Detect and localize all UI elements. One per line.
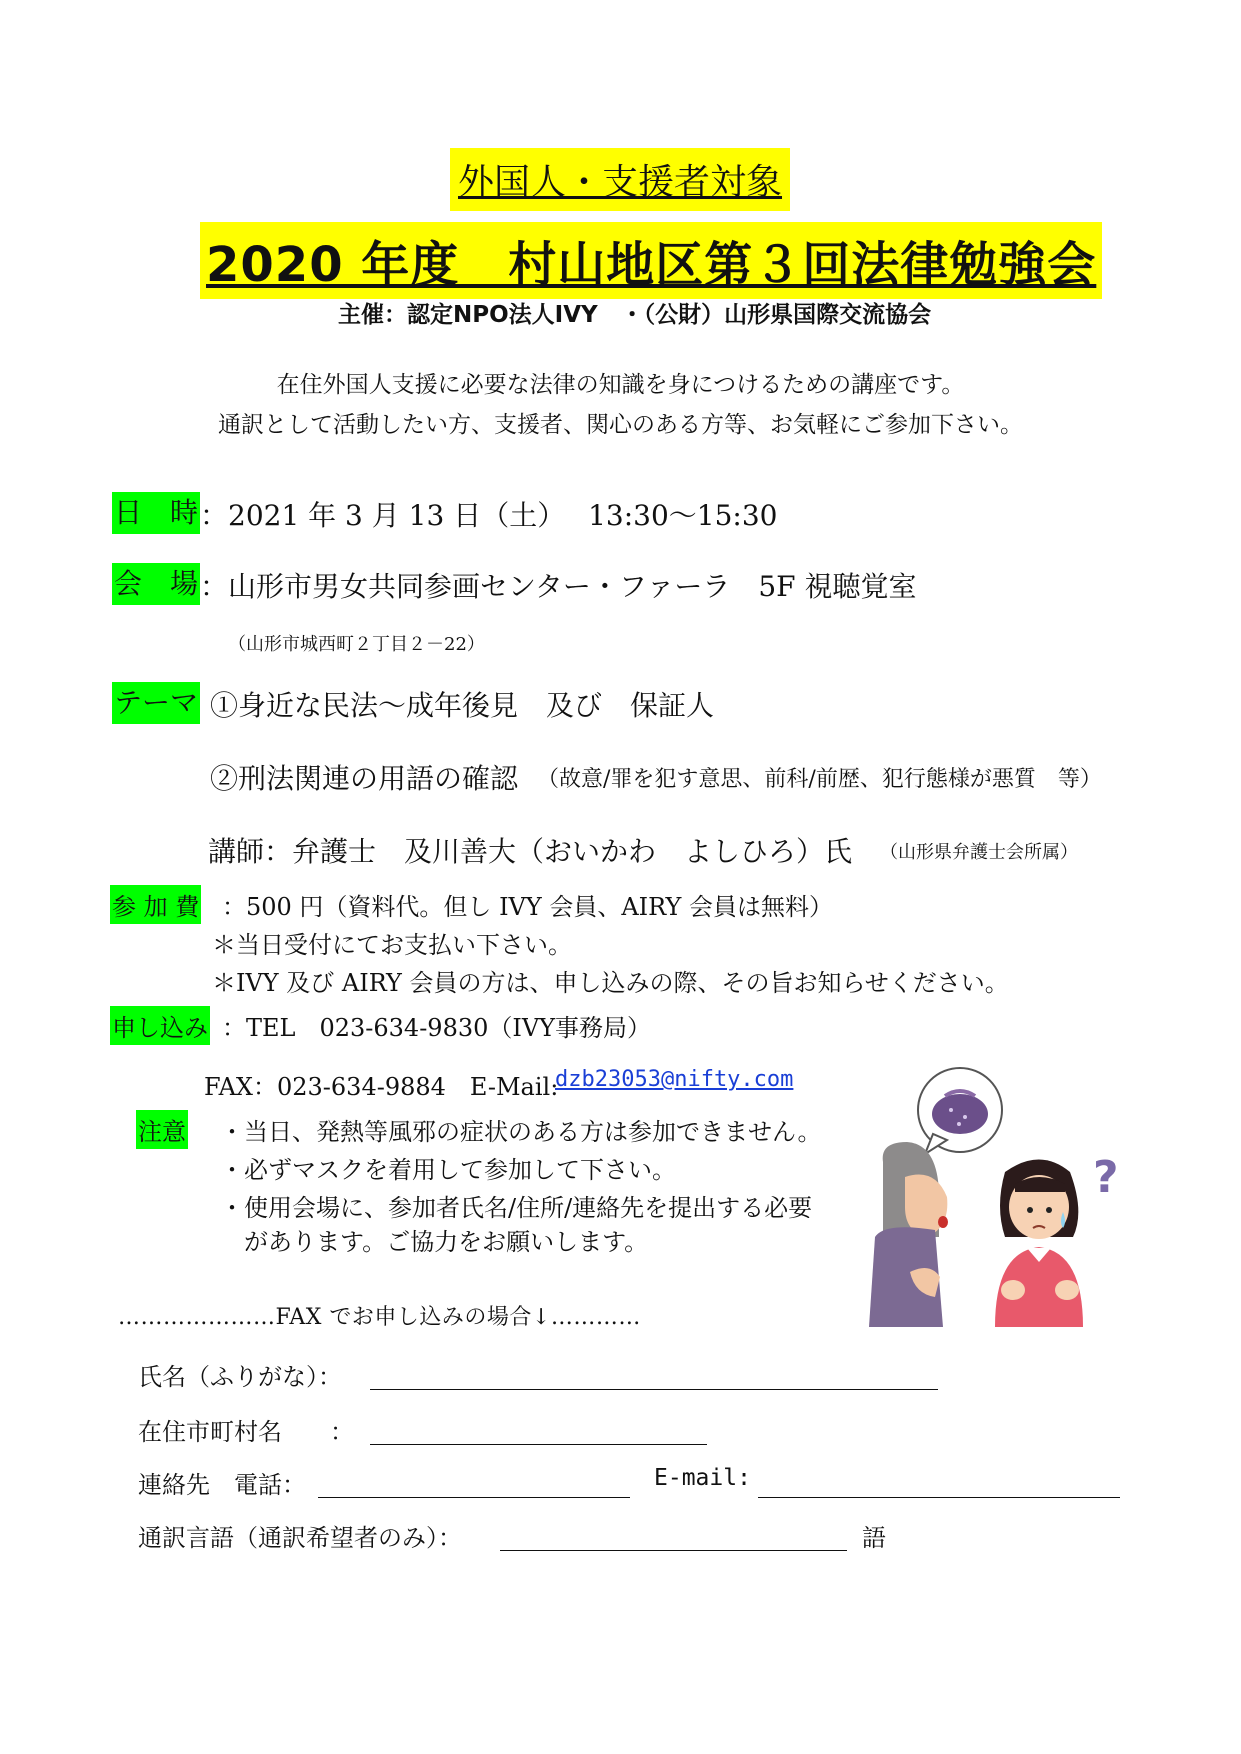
theme-item-1: ①身近な民法～成年後見 及び 保証人 — [210, 689, 715, 722]
fax-divider: …………………FAX でお申し込みの場合↓………… — [118, 1305, 641, 1330]
form-name-field[interactable] — [370, 1389, 938, 1390]
page-title: 2020 年度 村山地区第３回法律勉強会 — [200, 222, 1102, 299]
form-email-label: E-mail: — [654, 1465, 751, 1491]
fee-label: 参 加 費 — [110, 885, 201, 924]
theme-item-2-note: （故意/罪を犯す意思、前科/前歴、犯行態様が悪質 等） — [537, 767, 1102, 792]
datetime-value: ：2021 年 3 月 13 日（土） 13:30～15:30 — [200, 499, 778, 532]
form-phone-field[interactable] — [318, 1497, 630, 1498]
question-mark-icon: ? — [1093, 1152, 1119, 1203]
notice-label: 注意 — [136, 1110, 188, 1149]
intro-line-1: 在住外国人支援に必要な法律の知識を身につけるための講座です。 — [276, 372, 965, 398]
fee-note-1: ＊当日受付にてお支払い下さい。 — [212, 931, 572, 959]
purse-icon — [932, 1094, 988, 1134]
target-audience-heading: 外国人・支援者対象 — [450, 148, 790, 211]
form-language-field[interactable] — [500, 1550, 847, 1551]
fee-value: ：500 円（資料代。但し IVY 会員、AIRY 会員は無料） — [222, 893, 833, 921]
form-city-field[interactable] — [370, 1444, 707, 1445]
fee-note-2: ＊IVY 及び AIRY 会員の方は、申し込みの際、その旨お知らせください。 — [212, 969, 1009, 997]
venue-address: （山形市城西町２丁目２－22） — [228, 634, 485, 655]
notice-item: ・使用会場に、参加者氏名/住所/連絡先を提出する必要 — [220, 1194, 813, 1222]
form-city-label: 在住市町村名 ： — [138, 1418, 354, 1446]
form-email-field[interactable] — [758, 1497, 1120, 1498]
form-name-label: 氏名（ふりがな）： — [138, 1363, 342, 1391]
email-link[interactable]: dzb23053@nifty.com — [555, 1067, 794, 1092]
theme-label: テーマ — [112, 682, 200, 724]
consultation-illustration — [855, 1062, 1135, 1327]
apply-tel: ：TEL 023-634-9830（IVY事務局） — [222, 1014, 652, 1042]
theme-item-2: ②刑法関連の用語の確認 — [210, 762, 519, 795]
venue-label: 会 場 — [112, 563, 200, 605]
apply-fax: FAX：023-634-9884 E-Mail: — [204, 1073, 559, 1101]
apply-label: 申し込み — [110, 1006, 210, 1045]
form-language-label: 通訳言語（通訳希望者のみ）： — [138, 1524, 462, 1552]
notice-item: ・必ずマスクを着用して参加して下さい。 — [220, 1156, 676, 1184]
organizer-line: 主催：認定NPO法人IVY ・（公財）山形県国際交流協会 — [338, 302, 932, 328]
form-phone-label: 連絡先 電話： — [138, 1471, 306, 1499]
lecturer: 講師：弁護士 及川善大（おいかわ よしひろ）氏 — [208, 835, 853, 868]
intro-line-2: 通訳として活動したい方、支援者、関心のある方等、お気軽にご参加下さい。 — [218, 412, 1023, 438]
datetime-label: 日 時 — [112, 492, 200, 534]
form-language-suffix: 語 — [862, 1524, 886, 1552]
lecturer-affiliation: （山形県弁護士会所属） — [880, 842, 1078, 863]
notice-item: があります。ご協力をお願いします。 — [220, 1228, 649, 1256]
venue-value: ：山形市男女共同参画センター・ファーラ 5F 視聴覚室 — [200, 570, 917, 603]
notice-item: ・当日、発熱等風邪の症状のある方は参加できません。 — [220, 1118, 822, 1146]
